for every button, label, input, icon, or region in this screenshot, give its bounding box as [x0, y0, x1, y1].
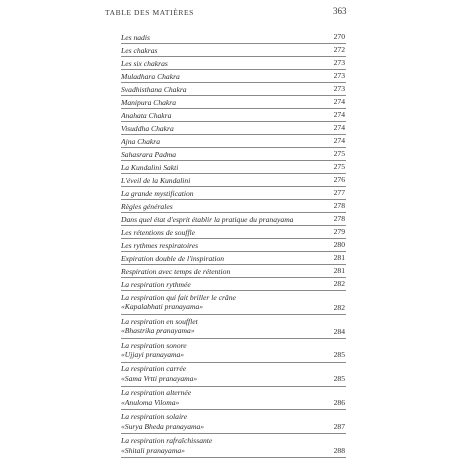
toc-entry-page-number: 273	[333, 70, 345, 80]
toc-entry-page-number: 275	[333, 161, 345, 171]
toc-entry	[121, 122, 346, 135]
toc-entry	[121, 291, 346, 315]
toc-entry	[121, 252, 346, 265]
toc-entry-page-number: 288	[333, 446, 345, 456]
toc-entry	[121, 83, 346, 96]
running-title: TABLE DES MATIÈRES	[105, 8, 194, 17]
toc-entry-page-number: 285	[333, 350, 345, 360]
toc-entry-title-line: «Shitali pranayama»	[121, 445, 185, 455]
toc-entry-title-line: Les rétentions de souffle	[121, 227, 196, 237]
toc-entry-page-number: 287	[333, 422, 345, 432]
toc-entry-page-number: 284	[333, 326, 345, 336]
toc-entry	[121, 213, 346, 226]
toc-entry	[121, 161, 346, 174]
toc-entry-title-line: La respiration en soufflet	[121, 316, 198, 326]
toc-entry	[121, 96, 346, 109]
toc-entry-page-number: 275	[333, 148, 345, 158]
toc-entry	[121, 410, 346, 434]
toc-entry-page-number: 274	[333, 122, 345, 132]
toc-entry	[121, 387, 346, 411]
toc-entry-title-line: La respiration rythmée	[121, 279, 191, 289]
toc-entry-page-number: 277	[333, 187, 345, 197]
toc-entry-title-line: Ajna Chakra	[121, 136, 161, 146]
toc-entry-page-number: 270	[333, 31, 345, 41]
toc-entry	[121, 239, 346, 252]
toc-entry-title-line: Respiration avec temps de rétention	[121, 266, 231, 276]
toc-entry-title-line: Règles générales	[121, 201, 173, 211]
toc-entry-page-number: 281	[333, 252, 345, 262]
page-number: 363	[333, 6, 347, 16]
toc-entry-title-line: Anahata Chakra	[121, 110, 172, 120]
toc-entry	[121, 57, 346, 70]
toc-entry-page-number: 273	[333, 57, 345, 67]
toc-entry	[121, 31, 346, 44]
toc-entry-page-number: 282	[333, 278, 345, 288]
toc-entry-title-line: «Bhastrika pranayama»	[121, 326, 195, 336]
toc-entry-title-line: Sahasrara Padma	[121, 149, 177, 159]
toc-entry	[121, 339, 346, 363]
toc-entry	[121, 226, 346, 239]
toc-entry-page-number: 272	[333, 44, 345, 54]
toc-entry-page-number: 281	[333, 265, 345, 275]
toc-entry	[121, 200, 346, 213]
toc-entry	[121, 265, 346, 278]
toc-entry-title-line: Les chakras	[121, 45, 158, 55]
toc-entry-title-line: La respiration solaire	[121, 412, 188, 422]
toc-entry-title-line: Les rythmes respiratoires	[121, 240, 199, 250]
toc-entry-page-number: 280	[333, 239, 345, 249]
toc-entry-title-line: L'éveil de la Kundalini	[121, 175, 191, 185]
toc-entry-title-line: La respiration sonore	[121, 340, 187, 350]
toc-entry-title-line: La respiration alternée	[121, 388, 192, 398]
toc-entry	[121, 148, 346, 161]
toc-entry	[121, 278, 346, 291]
toc-entry-title-line: Expiration double de l'inspiration	[121, 253, 225, 263]
toc-entry-page-number: 273	[333, 83, 345, 93]
toc-entry-title-line: Les nadis	[121, 32, 150, 42]
toc-entry-title-line: Muladhara Chakra	[121, 71, 180, 81]
toc-entry-title-line: La respiration rafraîchissante	[121, 436, 213, 446]
toc-entry-title-line: «Ujjayi pranayama»	[121, 350, 185, 360]
toc-entry-page-number: 286	[333, 398, 345, 408]
toc-entry-title-line: «Kapalabhati pranayama»	[121, 302, 204, 312]
toc-entry-title-line: «Sama Vrtti pranayama»	[121, 374, 198, 384]
toc-entry	[121, 315, 346, 339]
toc-entry-title-line: «Anuloma Viloma»	[121, 397, 180, 407]
toc-entry-title-line: La respiration qui fait briller le crâne	[121, 292, 236, 302]
toc-entry-title-line: Dans quel état d'esprit établir la pratique du pranayama	[121, 214, 294, 224]
toc-entry	[121, 44, 346, 57]
toc-entry	[121, 135, 346, 148]
toc-entry-page-number: 274	[333, 109, 345, 119]
toc-entry	[121, 109, 346, 122]
toc-entry-page-number: 278	[333, 213, 345, 223]
toc-entry-title-line: Svadhisthana Chakra	[121, 84, 187, 94]
toc-entry	[121, 70, 346, 83]
toc-entry-page-number: 282	[333, 302, 345, 312]
toc-entry-title-line: Les six chakras	[121, 58, 168, 68]
toc-entry-title-line: La Kundalini Sakti	[121, 162, 179, 172]
toc-entry	[121, 434, 346, 458]
toc-entry-title-line: «Surya Bheda pranayama»	[121, 421, 205, 431]
toc-entry	[121, 363, 346, 387]
toc-entry	[121, 187, 346, 200]
toc-entry-title-line: La respiration carrée	[121, 364, 187, 374]
table-of-contents	[121, 31, 346, 458]
toc-entry-page-number: 278	[333, 200, 345, 210]
toc-entry-page-number: 274	[333, 96, 345, 106]
toc-entry-page-number: 279	[333, 226, 345, 236]
toc-entry-page-number: 276	[333, 174, 345, 184]
toc-entry-title-line: Manipura Chakra	[121, 97, 177, 107]
toc-entry-page-number: 285	[333, 374, 345, 384]
toc-entry-title-line: Visuddha Chakra	[121, 123, 174, 133]
toc-entry-title-line: La grande mystification	[121, 188, 194, 198]
toc-entry-page-number: 274	[333, 135, 345, 145]
toc-entry	[121, 174, 346, 187]
